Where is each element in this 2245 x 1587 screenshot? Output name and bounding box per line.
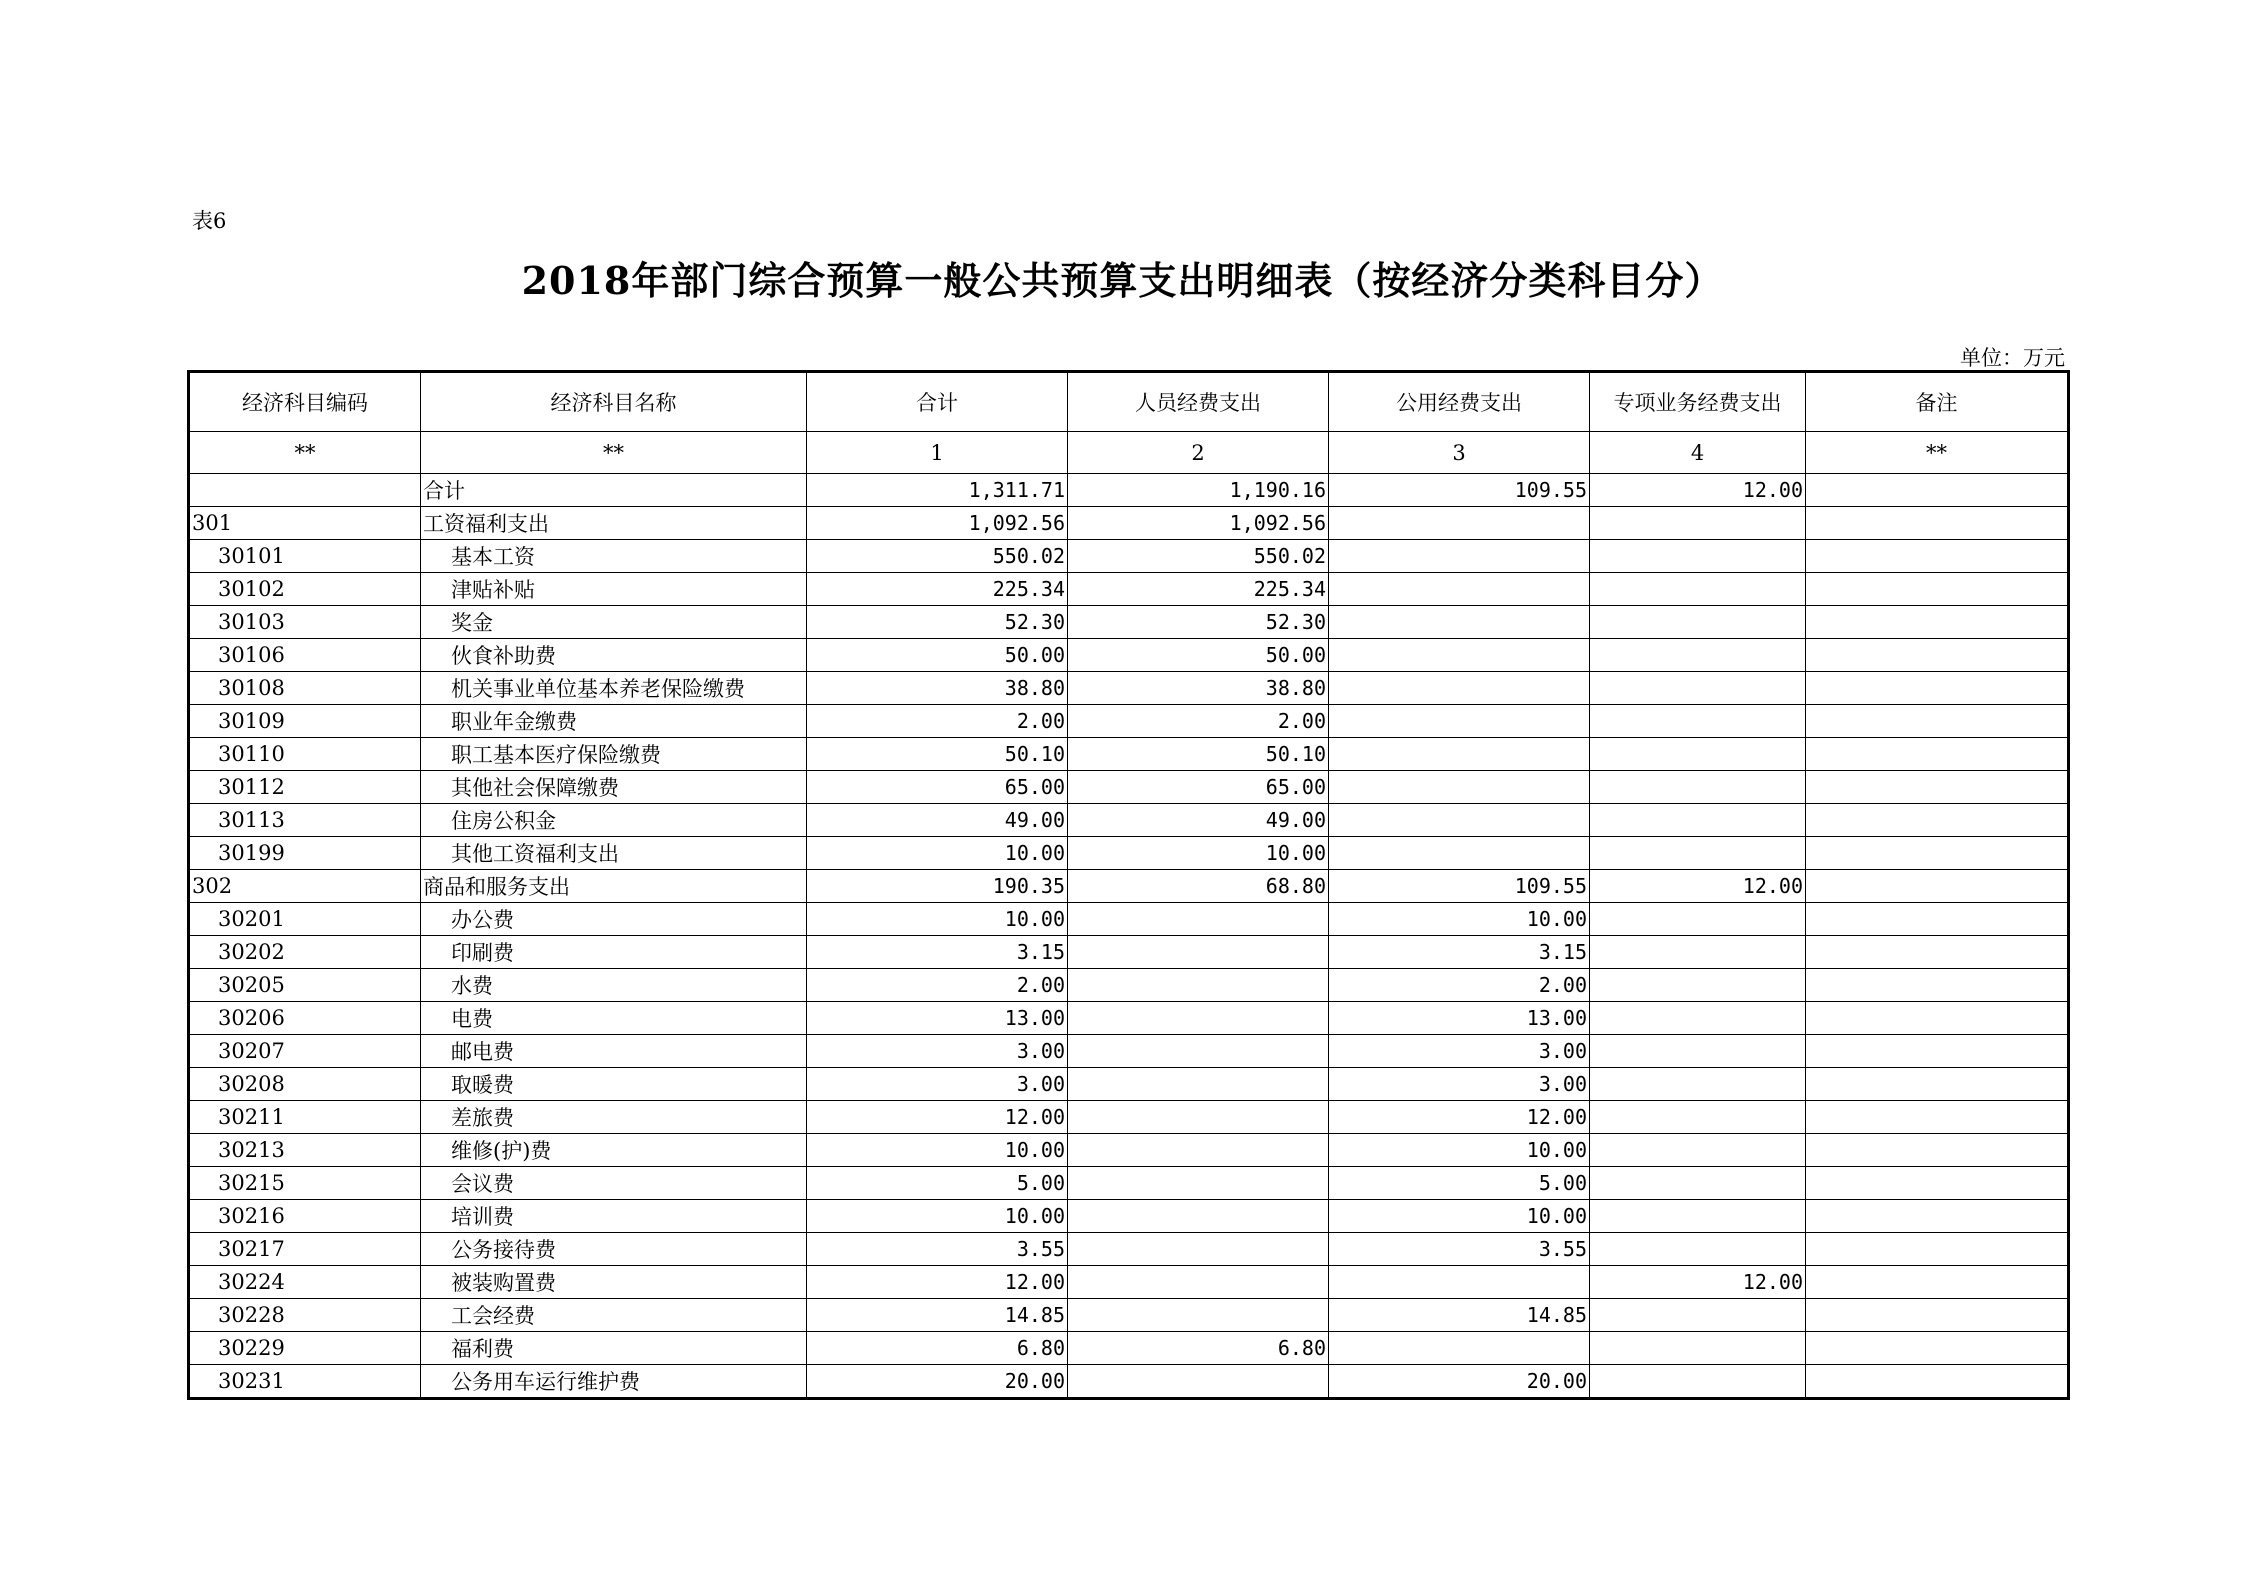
public-cell xyxy=(1329,1332,1590,1365)
public-cell: 10.00 xyxy=(1329,1134,1590,1167)
code-cell: 30113 xyxy=(189,804,421,837)
code-cell: 30215 xyxy=(189,1167,421,1200)
unit-label: 单位：万元 xyxy=(1960,346,2065,370)
public-cell: 2.00 xyxy=(1329,969,1590,1002)
public-cell: 20.00 xyxy=(1329,1365,1590,1399)
code-cell: 30108 xyxy=(189,672,421,705)
total-cell: 10.00 xyxy=(807,837,1068,870)
table-row xyxy=(189,771,2069,804)
note-cell xyxy=(1806,771,2069,804)
public-cell: 12.00 xyxy=(1329,1101,1590,1134)
public-cell xyxy=(1329,606,1590,639)
special-cell xyxy=(1590,606,1806,639)
special-cell xyxy=(1590,1332,1806,1365)
name-cell: 差旅费 xyxy=(421,1101,807,1134)
special-cell xyxy=(1590,705,1806,738)
total-cell: 12.00 xyxy=(807,1101,1068,1134)
header-code: 经济科目编码 xyxy=(189,372,421,432)
table-row xyxy=(189,573,2069,606)
index-row xyxy=(189,432,2069,474)
public-cell xyxy=(1329,1266,1590,1299)
name-cell: 办公费 xyxy=(421,903,807,936)
note-cell xyxy=(1806,837,2069,870)
name-cell: 伙食补助费 xyxy=(421,639,807,672)
public-cell: 5.00 xyxy=(1329,1167,1590,1200)
public-cell: 3.15 xyxy=(1329,936,1590,969)
code-cell: 30217 xyxy=(189,1233,421,1266)
personnel-cell: 65.00 xyxy=(1068,771,1329,804)
personnel-cell: 10.00 xyxy=(1068,837,1329,870)
table-row xyxy=(189,1365,2069,1399)
public-cell: 3.55 xyxy=(1329,1233,1590,1266)
total-cell: 550.02 xyxy=(807,540,1068,573)
public-cell xyxy=(1329,771,1590,804)
note-cell xyxy=(1806,1101,2069,1134)
code-cell: 302 xyxy=(189,870,421,903)
special-cell xyxy=(1590,1200,1806,1233)
special-cell xyxy=(1590,672,1806,705)
special-cell xyxy=(1590,1035,1806,1068)
public-cell: 14.85 xyxy=(1329,1299,1590,1332)
total-cell: 5.00 xyxy=(807,1167,1068,1200)
table-row xyxy=(189,1002,2069,1035)
name-cell: 维修(护)费 xyxy=(421,1134,807,1167)
special-cell xyxy=(1590,804,1806,837)
personnel-cell: 225.34 xyxy=(1068,573,1329,606)
name-cell: 培训费 xyxy=(421,1200,807,1233)
name-cell: 津贴补贴 xyxy=(421,573,807,606)
personnel-cell: 50.10 xyxy=(1068,738,1329,771)
personnel-cell xyxy=(1068,969,1329,1002)
table-row xyxy=(189,1035,2069,1068)
special-cell xyxy=(1590,738,1806,771)
table-row xyxy=(189,606,2069,639)
note-cell xyxy=(1806,705,2069,738)
public-cell xyxy=(1329,738,1590,771)
note-cell xyxy=(1806,507,2069,540)
name-cell: 工会经费 xyxy=(421,1299,807,1332)
name-cell: 电费 xyxy=(421,1002,807,1035)
note-cell xyxy=(1806,1233,2069,1266)
note-cell xyxy=(1806,573,2069,606)
code-cell: 30229 xyxy=(189,1332,421,1365)
name-cell: 职业年金缴费 xyxy=(421,705,807,738)
total-cell: 14.85 xyxy=(807,1299,1068,1332)
table-row xyxy=(189,903,2069,936)
special-cell: 12.00 xyxy=(1590,474,1806,507)
total-cell: 38.80 xyxy=(807,672,1068,705)
code-cell: 30228 xyxy=(189,1299,421,1332)
personnel-cell: 2.00 xyxy=(1068,705,1329,738)
personnel-cell: 1,190.16 xyxy=(1068,474,1329,507)
name-cell: 商品和服务支出 xyxy=(421,870,807,903)
total-cell: 190.35 xyxy=(807,870,1068,903)
public-cell xyxy=(1329,639,1590,672)
name-cell: 住房公积金 xyxy=(421,804,807,837)
personnel-cell: 52.30 xyxy=(1068,606,1329,639)
special-cell xyxy=(1590,639,1806,672)
code-cell: 30109 xyxy=(189,705,421,738)
personnel-cell xyxy=(1068,936,1329,969)
total-cell: 2.00 xyxy=(807,969,1068,1002)
special-cell xyxy=(1590,540,1806,573)
name-cell: 公务用车运行维护费 xyxy=(421,1365,807,1399)
total-cell: 10.00 xyxy=(807,1200,1068,1233)
header-public: 公用经费支出 xyxy=(1329,372,1590,432)
public-cell xyxy=(1329,705,1590,738)
name-cell: 基本工资 xyxy=(421,540,807,573)
personnel-cell xyxy=(1068,1266,1329,1299)
public-cell: 10.00 xyxy=(1329,903,1590,936)
header-note: 备注 xyxy=(1806,372,2069,432)
special-cell xyxy=(1590,771,1806,804)
public-cell xyxy=(1329,837,1590,870)
header-row xyxy=(189,372,2069,432)
note-cell xyxy=(1806,1266,2069,1299)
table-row xyxy=(189,870,2069,903)
table-row xyxy=(189,1332,2069,1365)
header-total: 合计 xyxy=(807,372,1068,432)
personnel-cell xyxy=(1068,1134,1329,1167)
note-cell xyxy=(1806,639,2069,672)
special-cell xyxy=(1590,1068,1806,1101)
personnel-cell xyxy=(1068,1365,1329,1399)
index-cell: ** xyxy=(421,432,807,474)
index-cell: 3 xyxy=(1329,432,1590,474)
public-cell xyxy=(1329,507,1590,540)
note-cell xyxy=(1806,1167,2069,1200)
code-cell: 30103 xyxy=(189,606,421,639)
note-cell xyxy=(1806,1299,2069,1332)
table-row xyxy=(189,1233,2069,1266)
special-cell xyxy=(1590,1365,1806,1399)
table-row xyxy=(189,969,2069,1002)
code-cell: 301 xyxy=(189,507,421,540)
code-cell: 30206 xyxy=(189,1002,421,1035)
total-cell: 10.00 xyxy=(807,903,1068,936)
name-cell: 合计 xyxy=(421,474,807,507)
total-cell: 3.15 xyxy=(807,936,1068,969)
code-cell: 30110 xyxy=(189,738,421,771)
personnel-cell xyxy=(1068,1233,1329,1266)
budget-table xyxy=(187,370,2070,1400)
name-cell: 其他工资福利支出 xyxy=(421,837,807,870)
code-cell: 30213 xyxy=(189,1134,421,1167)
public-cell xyxy=(1329,540,1590,573)
table-row xyxy=(189,1134,2069,1167)
special-cell: 12.00 xyxy=(1590,1266,1806,1299)
note-cell xyxy=(1806,1134,2069,1167)
special-cell: 12.00 xyxy=(1590,870,1806,903)
total-cell: 50.10 xyxy=(807,738,1068,771)
table-row xyxy=(189,1266,2069,1299)
total-cell: 1,092.56 xyxy=(807,507,1068,540)
note-cell xyxy=(1806,1068,2069,1101)
personnel-cell: 50.00 xyxy=(1068,639,1329,672)
table-row xyxy=(189,804,2069,837)
special-cell xyxy=(1590,1101,1806,1134)
name-cell: 奖金 xyxy=(421,606,807,639)
personnel-cell: 38.80 xyxy=(1068,672,1329,705)
table-row xyxy=(189,1167,2069,1200)
table-row xyxy=(189,936,2069,969)
name-cell: 公务接待费 xyxy=(421,1233,807,1266)
table-row xyxy=(189,672,2069,705)
note-cell xyxy=(1806,606,2069,639)
note-cell xyxy=(1806,1365,2069,1399)
name-cell: 福利费 xyxy=(421,1332,807,1365)
total-cell: 225.34 xyxy=(807,573,1068,606)
personnel-cell xyxy=(1068,1068,1329,1101)
header-special: 专项业务经费支出 xyxy=(1590,372,1806,432)
table-row xyxy=(189,540,2069,573)
note-cell xyxy=(1806,804,2069,837)
note-cell xyxy=(1806,474,2069,507)
public-cell xyxy=(1329,573,1590,606)
personnel-cell: 550.02 xyxy=(1068,540,1329,573)
index-cell: ** xyxy=(1806,432,2069,474)
note-cell xyxy=(1806,1035,2069,1068)
note-cell xyxy=(1806,738,2069,771)
personnel-cell xyxy=(1068,1200,1329,1233)
personnel-cell xyxy=(1068,1035,1329,1068)
public-cell xyxy=(1329,804,1590,837)
public-cell: 3.00 xyxy=(1329,1068,1590,1101)
note-cell xyxy=(1806,936,2069,969)
index-cell: 1 xyxy=(807,432,1068,474)
special-cell xyxy=(1590,1002,1806,1035)
table-row xyxy=(189,1101,2069,1134)
page-title: 2018年部门综合预算一般公共预算支出明细表（按经济分类科目分） xyxy=(521,258,1724,303)
public-cell: 3.00 xyxy=(1329,1035,1590,1068)
name-cell: 水费 xyxy=(421,969,807,1002)
name-cell: 会议费 xyxy=(421,1167,807,1200)
index-cell: 2 xyxy=(1068,432,1329,474)
table-number: 表6 xyxy=(192,209,227,233)
public-cell: 10.00 xyxy=(1329,1200,1590,1233)
total-cell: 2.00 xyxy=(807,705,1068,738)
total-cell: 10.00 xyxy=(807,1134,1068,1167)
personnel-cell xyxy=(1068,903,1329,936)
public-cell: 13.00 xyxy=(1329,1002,1590,1035)
index-cell: ** xyxy=(189,432,421,474)
code-cell: 30207 xyxy=(189,1035,421,1068)
public-cell: 109.55 xyxy=(1329,474,1590,507)
code-cell: 30106 xyxy=(189,639,421,672)
special-cell xyxy=(1590,969,1806,1002)
table-row xyxy=(189,1299,2069,1332)
code-cell: 30199 xyxy=(189,837,421,870)
total-cell: 20.00 xyxy=(807,1365,1068,1399)
code-cell: 30112 xyxy=(189,771,421,804)
total-cell: 52.30 xyxy=(807,606,1068,639)
personnel-cell: 49.00 xyxy=(1068,804,1329,837)
note-cell xyxy=(1806,969,2069,1002)
name-cell: 职工基本医疗保险缴费 xyxy=(421,738,807,771)
name-cell: 工资福利支出 xyxy=(421,507,807,540)
name-cell: 机关事业单位基本养老保险缴费 xyxy=(421,672,807,705)
code-cell: 30231 xyxy=(189,1365,421,1399)
code-cell: 30211 xyxy=(189,1101,421,1134)
total-cell: 6.80 xyxy=(807,1332,1068,1365)
code-cell xyxy=(189,474,421,507)
personnel-cell: 6.80 xyxy=(1068,1332,1329,1365)
table-row xyxy=(189,837,2069,870)
personnel-cell xyxy=(1068,1167,1329,1200)
name-cell: 印刷费 xyxy=(421,936,807,969)
note-cell xyxy=(1806,870,2069,903)
code-cell: 30224 xyxy=(189,1266,421,1299)
special-cell xyxy=(1590,1233,1806,1266)
personnel-cell: 68.80 xyxy=(1068,870,1329,903)
special-cell xyxy=(1590,573,1806,606)
total-cell: 50.00 xyxy=(807,639,1068,672)
table-row xyxy=(189,1068,2069,1101)
table-row xyxy=(189,507,2069,540)
total-cell: 49.00 xyxy=(807,804,1068,837)
special-cell xyxy=(1590,1167,1806,1200)
name-cell: 其他社会保障缴费 xyxy=(421,771,807,804)
table-row xyxy=(189,738,2069,771)
note-cell xyxy=(1806,540,2069,573)
total-cell: 12.00 xyxy=(807,1266,1068,1299)
name-cell: 被装购置费 xyxy=(421,1266,807,1299)
code-cell: 30201 xyxy=(189,903,421,936)
special-cell xyxy=(1590,1134,1806,1167)
name-cell: 邮电费 xyxy=(421,1035,807,1068)
personnel-cell xyxy=(1068,1101,1329,1134)
special-cell xyxy=(1590,507,1806,540)
special-cell xyxy=(1590,903,1806,936)
special-cell xyxy=(1590,936,1806,969)
table-row xyxy=(189,474,2069,507)
personnel-cell xyxy=(1068,1299,1329,1332)
total-cell: 3.00 xyxy=(807,1035,1068,1068)
code-cell: 30216 xyxy=(189,1200,421,1233)
name-cell: 取暖费 xyxy=(421,1068,807,1101)
total-cell: 3.00 xyxy=(807,1068,1068,1101)
header-name: 经济科目名称 xyxy=(421,372,807,432)
code-cell: 30205 xyxy=(189,969,421,1002)
code-cell: 30208 xyxy=(189,1068,421,1101)
special-cell xyxy=(1590,837,1806,870)
table-row xyxy=(189,639,2069,672)
index-cell: 4 xyxy=(1590,432,1806,474)
total-cell: 1,311.71 xyxy=(807,474,1068,507)
note-cell xyxy=(1806,1332,2069,1365)
code-cell: 30101 xyxy=(189,540,421,573)
note-cell xyxy=(1806,672,2069,705)
table-row xyxy=(189,705,2069,738)
public-cell xyxy=(1329,672,1590,705)
total-cell: 3.55 xyxy=(807,1233,1068,1266)
total-cell: 13.00 xyxy=(807,1002,1068,1035)
code-cell: 30102 xyxy=(189,573,421,606)
personnel-cell xyxy=(1068,1002,1329,1035)
note-cell xyxy=(1806,1200,2069,1233)
header-personnel: 人员经费支出 xyxy=(1068,372,1329,432)
total-cell: 65.00 xyxy=(807,771,1068,804)
note-cell xyxy=(1806,903,2069,936)
table-row xyxy=(189,1200,2069,1233)
note-cell xyxy=(1806,1002,2069,1035)
special-cell xyxy=(1590,1299,1806,1332)
public-cell: 109.55 xyxy=(1329,870,1590,903)
personnel-cell: 1,092.56 xyxy=(1068,507,1329,540)
code-cell: 30202 xyxy=(189,936,421,969)
